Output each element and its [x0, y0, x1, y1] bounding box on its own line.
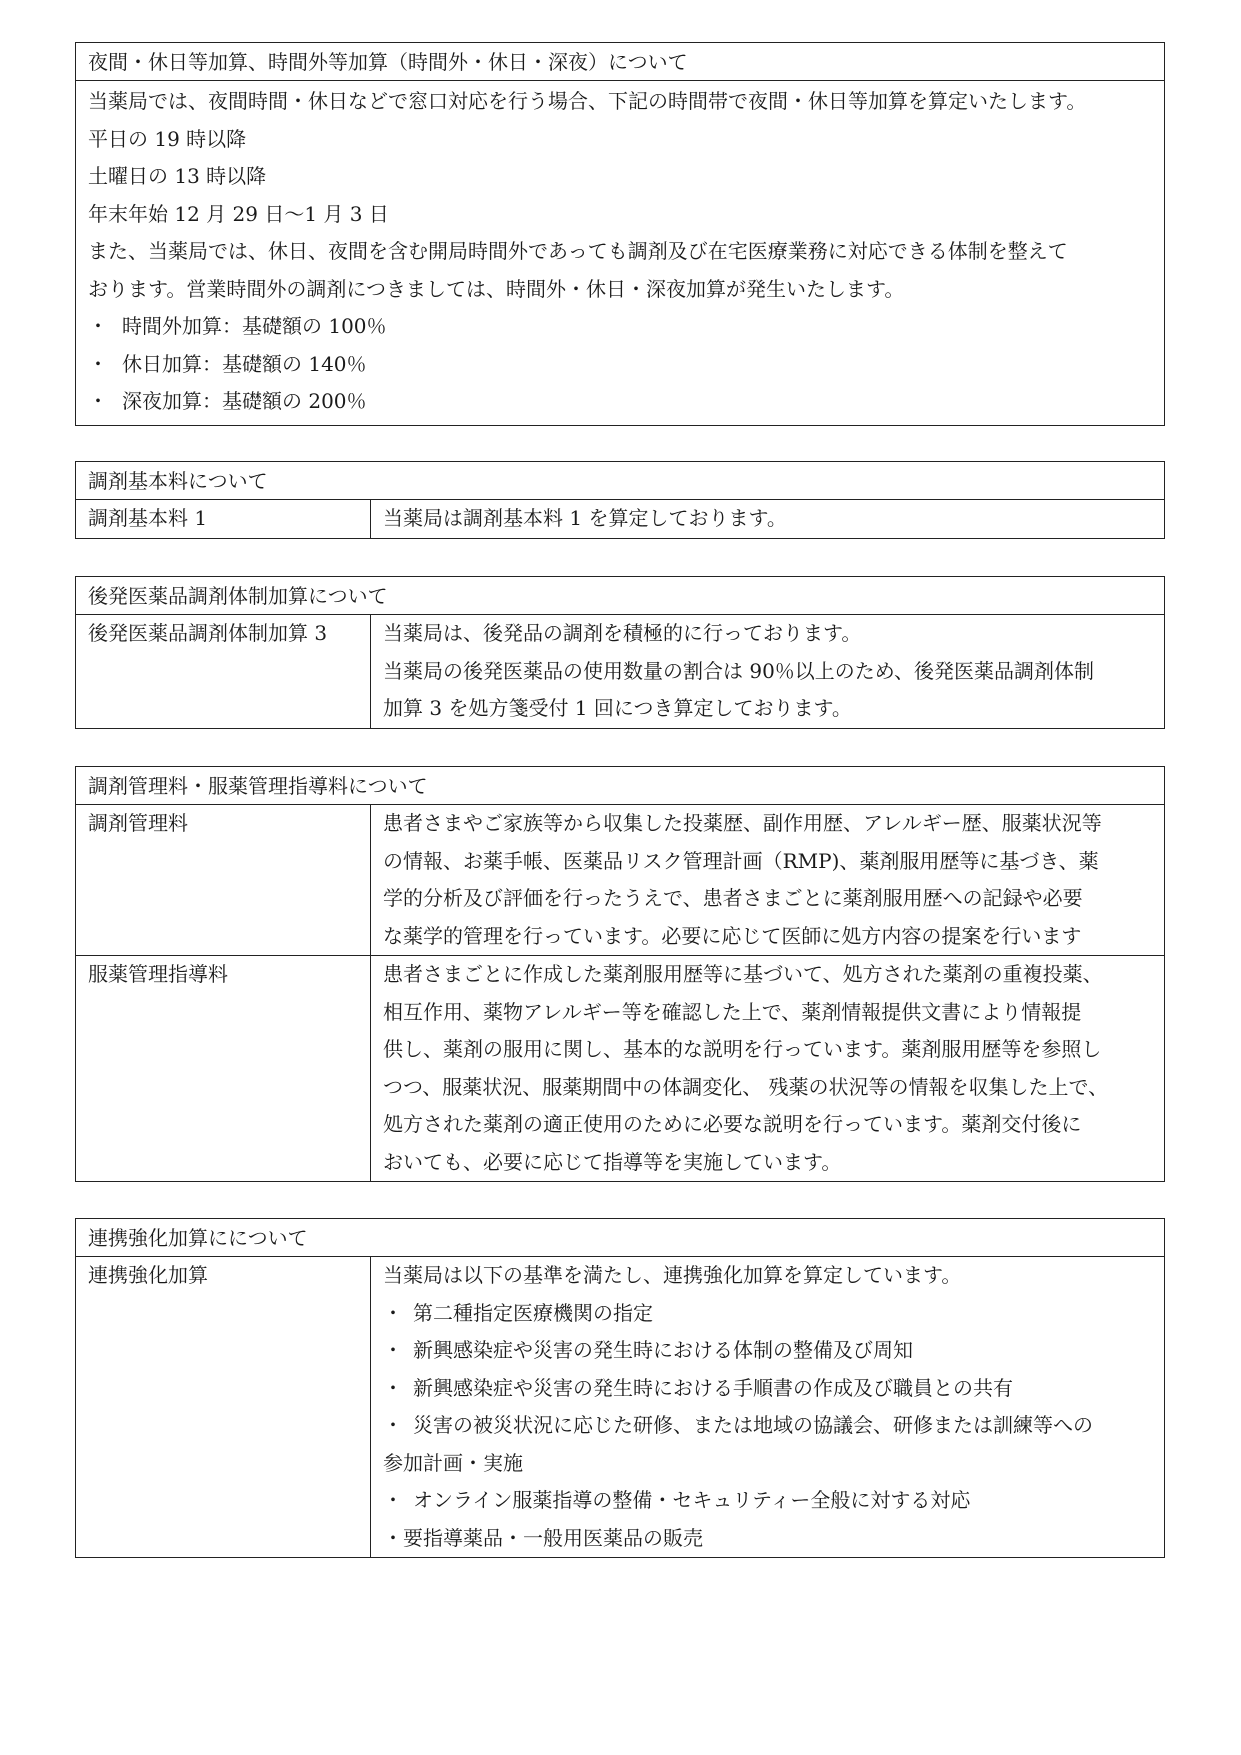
text-line: 加算 3 を処方箋受付 1 回につき算定しております。	[383, 696, 852, 720]
table-row	[76, 955, 1164, 1181]
list-item-text: 新興感染症や災害の発生時における手順書の作成及び職員との共有	[413, 1375, 1013, 1400]
bullet-mark: ・	[383, 1488, 403, 1512]
list-item	[88, 308, 1154, 346]
section-body	[76, 81, 1164, 425]
list-item	[383, 1370, 1154, 1408]
text-line: 年末年始 12 月 29 日～1 月 3 日	[88, 201, 389, 226]
row-content	[371, 500, 1164, 538]
section-basic-fee	[75, 461, 1165, 539]
text-line: おいても、必要に応じて指導等を実施しています。	[383, 1149, 842, 1174]
text-line: 土曜日の 13 時以降	[88, 164, 267, 188]
text-line: 当薬局の後発医薬品の使用数量の割合は 90％以上のため、後発医薬品調剤体制	[383, 658, 1095, 683]
text-line: 当薬局では、夜間時間・休日などで窓口対応を行う場合、下記の時間帯で夜間・休日等加算を算定いたします。	[88, 89, 1087, 113]
bullet-mark: ・	[88, 389, 108, 413]
text-line: 学的分析及び評価を行ったうえで、患者さまごとに薬剤服用歴への記録や必要	[383, 886, 1083, 910]
table-row	[76, 805, 1164, 955]
list-item	[383, 1332, 1154, 1370]
text-line: 相互作用、薬物アレルギー等を確認した上で、薬剤情報提供文書により情報提	[383, 999, 1082, 1024]
text-line: 処方された薬剤の適正使用のために必要な説明を行っています。薬剤交付後に	[383, 1112, 1082, 1136]
list-item	[383, 1482, 1154, 1520]
text-line: 平日の 19 時以降	[88, 126, 247, 151]
list-item-text: 第二種指定医療機関の指定	[413, 1300, 653, 1325]
list-item	[88, 346, 1154, 384]
section-title: 調剤基本料について	[76, 462, 1164, 500]
row-content	[371, 1257, 1164, 1557]
text-line: 当薬局は調剤基本料 1 を算定しております。	[383, 506, 787, 530]
text-line: な薬学的管理を行っています。必要に応じて医師に処方内容の提案を行います	[383, 923, 1082, 948]
bullet-mark: ・	[88, 351, 108, 376]
text-line: 当薬局は、後発品の調剤を積極的に行っております。	[383, 621, 862, 645]
list-item-text: 新興感染症や災害の発生時における体制の整備及び周知	[413, 1338, 913, 1362]
list-item-text: 休日加算：基礎額の 140％	[122, 351, 367, 376]
section-collaboration	[75, 1218, 1165, 1558]
list-item-text: 災害の被災状況に応じた研修、または地域の協議会、研修または訓練等への	[413, 1413, 1093, 1437]
bullet-mark: ・	[383, 1375, 403, 1400]
text-line: ・要指導薬品・一般用医薬品の販売	[383, 1525, 703, 1550]
row-content	[371, 805, 1164, 955]
section-title: 連携強化加算にについて	[76, 1219, 1164, 1257]
list-item-text: 時間外加算：基礎額の 100％	[122, 314, 387, 338]
list-item	[383, 1407, 1154, 1445]
section-management-fee	[75, 766, 1165, 1182]
bullet-mark: ・	[383, 1300, 403, 1325]
table-row	[76, 500, 1164, 538]
text-line: 患者さまやご家族等から収集した投薬歴、副作用歴、アレルギー歴、服薬状況等	[383, 811, 1102, 835]
table-row	[76, 1257, 1164, 1557]
list-item	[88, 383, 1154, 421]
section-title: 夜間・休日等加算、時間外等加算（時間外・休日・深夜）について	[76, 43, 1164, 81]
section-title: 調剤管理料・服薬管理指導料について	[76, 767, 1164, 805]
text-line: 当薬局は以下の基準を満たし、連携強化加算を算定しています。	[383, 1263, 962, 1287]
row-label: 連携強化加算	[76, 1257, 371, 1557]
text-line: おります。営業時間外の調剤につきましては、時間外・休日・深夜加算が発生いたします。	[88, 276, 905, 301]
row-content	[371, 615, 1164, 728]
row-label: 調剤管理料	[76, 805, 371, 955]
list-item	[383, 1295, 1154, 1333]
section-generic-drug	[75, 576, 1165, 729]
row-label: 服薬管理指導料	[76, 956, 371, 1181]
row-label: 後発医薬品調剤体制加算 3	[76, 615, 371, 728]
text-line: また、当薬局では、休日、夜間を含む開局時間外であっても調剤及び在宅医療業務に対応できる体制を整えて	[88, 239, 1068, 263]
table-row	[76, 615, 1164, 728]
list-item-text: 深夜加算：基礎額の 200％	[122, 389, 367, 413]
section-night-holiday	[75, 42, 1165, 426]
bullet-mark: ・	[88, 314, 108, 338]
bullet-mark: ・	[383, 1338, 403, 1362]
bullet-mark: ・	[383, 1413, 403, 1437]
row-label: 調剤基本料 1	[76, 500, 371, 538]
list-item-text: オンライン服薬指導の整備・セキュリティー全般に対する対応	[413, 1488, 971, 1512]
row-content	[371, 956, 1164, 1181]
text-line: つつ、服薬状況、服薬期間中の体調変化、 残薬の状況等の情報を収集した上で、	[383, 1074, 1109, 1099]
text-line: 患者さまごとに作成した薬剤服用歴等に基づいて、処方された薬剤の重複投薬、	[383, 962, 1103, 986]
text-line: 参加計画・実施	[383, 1450, 523, 1475]
section-title: 後発医薬品調剤体制加算について	[76, 577, 1164, 615]
text-line: の情報、お薬手帳、医薬品リスク管理計画（RMP)、薬剤服用歴等に基づき、薬	[383, 848, 1099, 873]
text-line: 供し、薬剤の服用に関し、基本的な説明を行っています。薬剤服用歴等を参照し	[383, 1037, 1102, 1061]
